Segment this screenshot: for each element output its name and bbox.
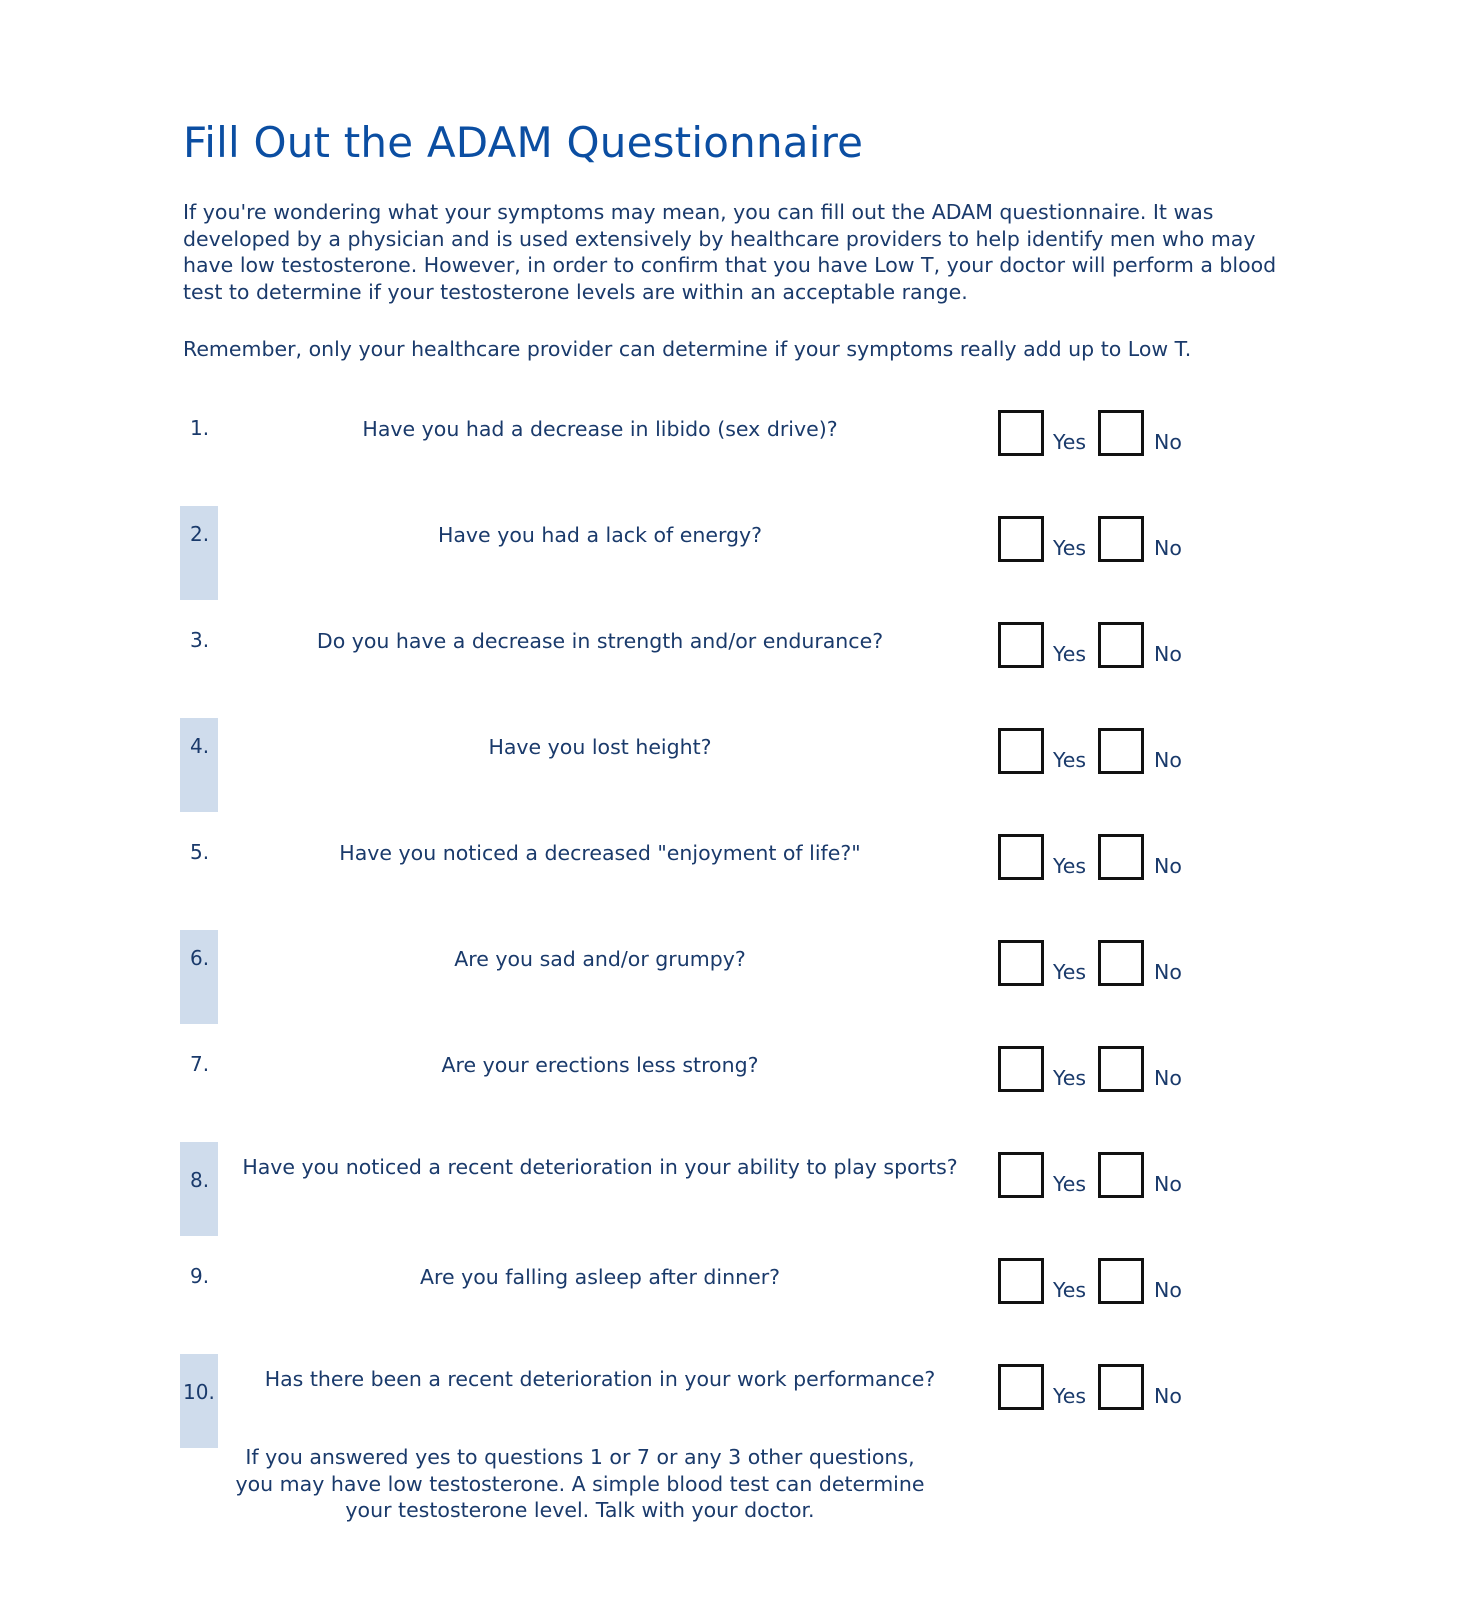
answer-group	[998, 1152, 1198, 1202]
results-note-line: your testosterone level. Talk with your doctor.	[345, 1498, 815, 1522]
yes-label: Yes	[1053, 748, 1087, 772]
answer-group	[998, 410, 1198, 460]
yes-checkbox[interactable]	[998, 1046, 1044, 1092]
question-text: Have you had a decrease in libido (sex drive)?	[362, 417, 838, 441]
answer-group	[998, 940, 1198, 990]
no-checkbox[interactable]	[1098, 1046, 1144, 1092]
yes-checkbox[interactable]	[998, 516, 1044, 562]
no-checkbox[interactable]	[1098, 1152, 1144, 1198]
no-checkbox[interactable]	[1098, 834, 1144, 880]
no-checkbox[interactable]	[1098, 1364, 1144, 1410]
answer-group	[998, 1258, 1198, 1308]
answer-group	[998, 1364, 1198, 1414]
question-number	[180, 400, 218, 494]
no-label: No	[1154, 1278, 1182, 1302]
intro-paragraph	[183, 199, 1383, 305]
question-number	[180, 930, 218, 1024]
yes-checkbox[interactable]	[998, 728, 1044, 774]
answer-group	[998, 516, 1198, 566]
no-label: No	[1154, 430, 1182, 454]
question-number-text: 1.	[190, 416, 210, 440]
question-text: Have you lost height?	[488, 735, 712, 759]
yes-label: Yes	[1053, 1066, 1087, 1090]
intro-line: developed by a physician and is used extensively by healthcare providers to help identify men who may	[183, 226, 1256, 251]
answer-group	[998, 622, 1198, 672]
question-row-3	[180, 612, 1190, 718]
yes-label: Yes	[1053, 854, 1087, 878]
answer-group	[998, 834, 1198, 884]
yes-checkbox[interactable]	[998, 940, 1044, 986]
no-checkbox[interactable]	[1098, 728, 1144, 774]
question-number-text: 8.	[190, 1168, 210, 1192]
yes-label: Yes	[1053, 1384, 1087, 1408]
no-label: No	[1154, 1066, 1182, 1090]
yes-checkbox[interactable]	[998, 622, 1044, 668]
question-number-text: 5.	[190, 840, 210, 864]
question-text: Are your erections less strong?	[441, 1053, 759, 1077]
question-text: Do you have a decrease in strength and/or endurance?	[316, 629, 884, 653]
question-number	[180, 1354, 218, 1448]
question-number	[180, 824, 218, 918]
results-note	[205, 1444, 955, 1524]
question-row-7	[180, 1036, 1190, 1142]
question-number	[180, 1036, 218, 1130]
yes-label: Yes	[1053, 960, 1087, 984]
question-number-text: 2.	[190, 522, 210, 546]
question-row-6	[180, 930, 1190, 1036]
no-label: No	[1154, 960, 1182, 984]
question-number	[180, 612, 218, 706]
question-text: Has there been a recent deterioration in your work performance?	[264, 1367, 936, 1391]
yes-label: Yes	[1053, 1172, 1087, 1196]
no-label: No	[1154, 748, 1182, 772]
question-row-4	[180, 718, 1190, 824]
question-row-1	[180, 400, 1190, 506]
results-note-line: If you answered yes to questions 1 or 7 or any 3 other questions,	[245, 1445, 915, 1469]
yes-checkbox[interactable]	[998, 410, 1044, 456]
no-label: No	[1154, 536, 1182, 560]
intro-line: test to determine if your testosterone levels are within an acceptable range.	[183, 279, 968, 304]
question-row-9	[180, 1248, 1190, 1354]
question-number	[180, 718, 218, 812]
intro-line: have low testosterone. However, in order to confirm that you have Low T, your doctor will perform a blood	[183, 253, 1277, 277]
yes-label: Yes	[1053, 642, 1087, 666]
no-checkbox[interactable]	[1098, 622, 1144, 668]
question-number-text: 6.	[190, 946, 210, 970]
intro-line: If you're wondering what your symptoms may mean, you can fill out the ADAM questionnaire. It was	[183, 200, 1214, 224]
answer-group	[998, 728, 1198, 778]
answer-group	[998, 1046, 1198, 1096]
question-number	[180, 1248, 218, 1342]
no-label: No	[1154, 1384, 1182, 1408]
no-checkbox[interactable]	[1098, 410, 1144, 456]
page-title: Fill Out the ADAM Questionnaire	[183, 118, 864, 167]
question-number	[180, 506, 218, 600]
yes-checkbox[interactable]	[998, 1258, 1044, 1304]
question-number-text: 3.	[190, 628, 210, 652]
question-text: Have you noticed a decreased "enjoyment of life?"	[339, 841, 861, 865]
no-label: No	[1154, 1172, 1182, 1196]
no-label: No	[1154, 854, 1182, 878]
yes-checkbox[interactable]	[998, 1364, 1044, 1410]
no-label: No	[1154, 642, 1182, 666]
remember-note: Remember, only your healthcare provider can determine if your symptoms really add up to Low T.	[183, 337, 1192, 361]
no-checkbox[interactable]	[1098, 940, 1144, 986]
yes-label: Yes	[1053, 1278, 1087, 1302]
yes-checkbox[interactable]	[998, 834, 1044, 880]
question-row-5	[180, 824, 1190, 930]
question-text: Are you sad and/or grumpy?	[454, 947, 746, 971]
yes-label: Yes	[1053, 430, 1087, 454]
yes-label: Yes	[1053, 536, 1087, 560]
question-number-text: 9.	[190, 1264, 210, 1288]
question-number-text: 7.	[190, 1052, 210, 1076]
question-text: Have you had a lack of energy?	[437, 523, 763, 547]
question-number-text: 10.	[183, 1380, 215, 1404]
question-number-text: 4.	[190, 734, 210, 758]
results-note-line: you may have low testosterone. A simple blood test can determine	[235, 1471, 925, 1496]
question-number	[180, 1142, 218, 1236]
questionnaire	[180, 400, 1190, 1460]
no-checkbox[interactable]	[1098, 1258, 1144, 1304]
no-checkbox[interactable]	[1098, 516, 1144, 562]
yes-checkbox[interactable]	[998, 1152, 1044, 1198]
question-row-2	[180, 506, 1190, 612]
question-text: Have you noticed a recent deterioration in your ability to play sports?	[242, 1155, 958, 1179]
question-row-8	[180, 1142, 1190, 1248]
question-text: Are you falling asleep after dinner?	[419, 1265, 781, 1289]
